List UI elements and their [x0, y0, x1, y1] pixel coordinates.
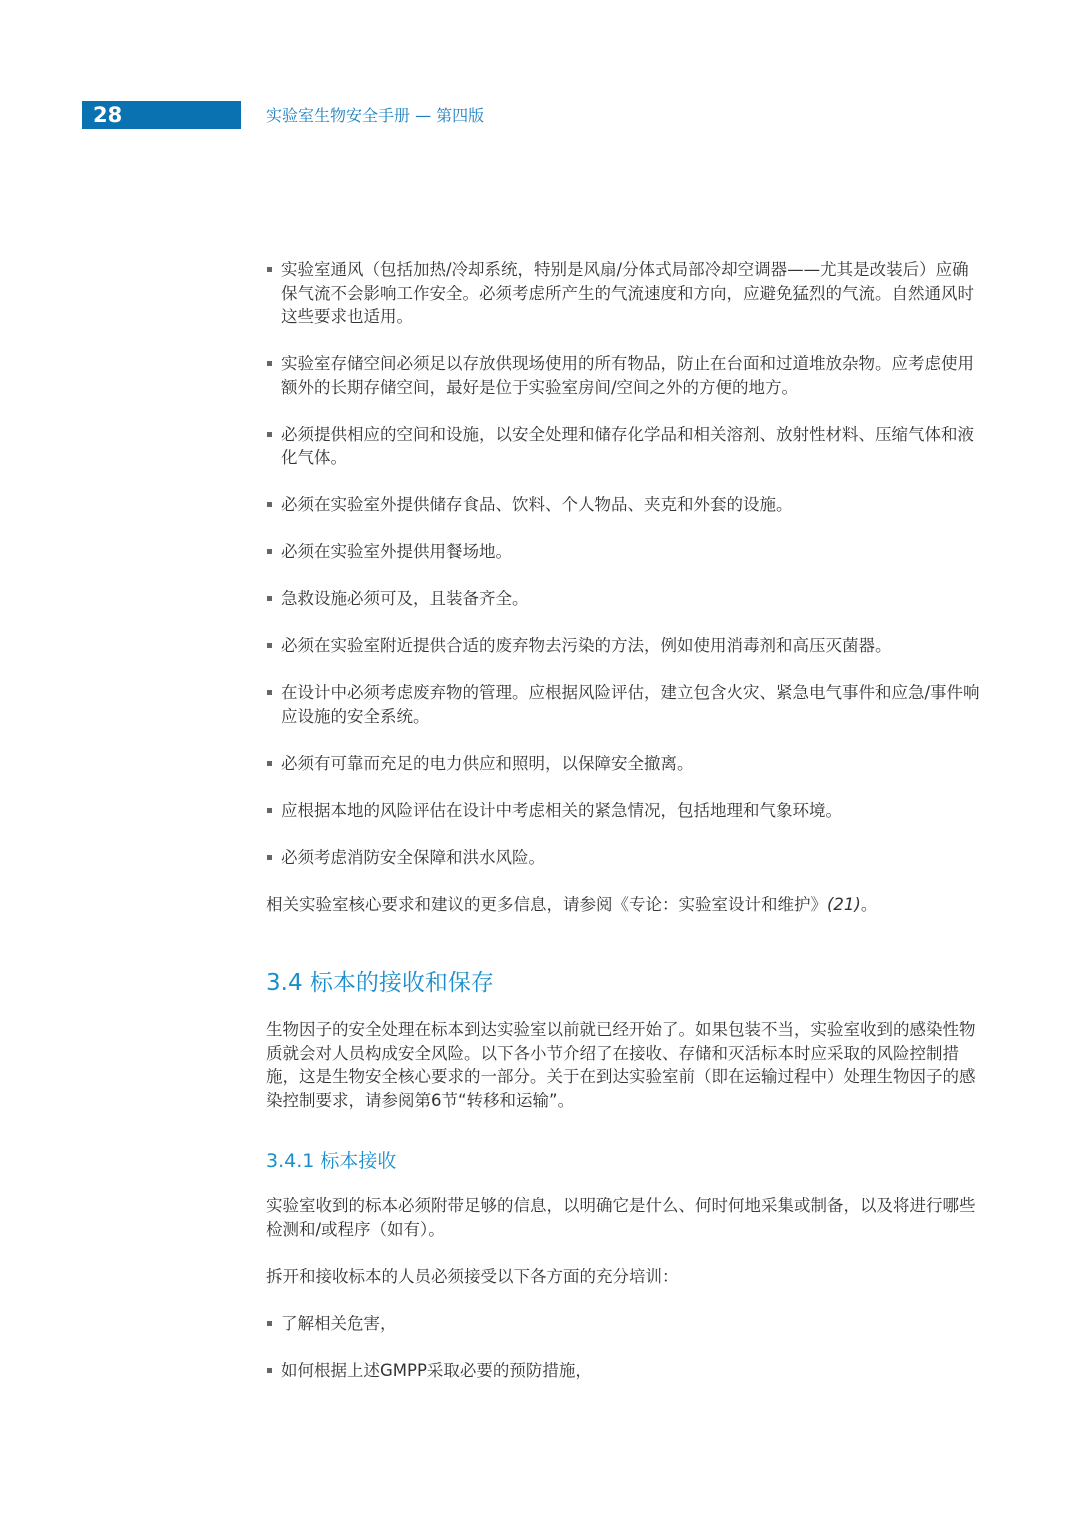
list-item: 在设计中必须考虑废弃物的管理。应根据风险评估，建立包含火灾、紧急电气事件和应急/事件响应设施的安全系统。	[266, 681, 982, 728]
reference-paragraph	[266, 893, 982, 917]
section-heading: 3.4 标本的接收和保存	[266, 970, 494, 996]
list-item: 必须在实验室外提供用餐场地。	[266, 540, 982, 564]
list-item: 必须考虑消防安全保障和洪水风险。	[266, 846, 982, 870]
list-item: 必须在实验室外提供储存食品、饮料、个人物品、夹克和外套的设施。	[266, 493, 982, 517]
list-item: 急救设施必须可及，且装备齐全。	[266, 587, 982, 611]
reference-number: (21)	[827, 894, 861, 914]
list-item: 应根据本地的风险评估在设计中考虑相关的紧急情况，包括地理和气象环境。	[266, 799, 982, 823]
list-item: 必须提供相应的空间和设施，以安全处理和储存化学品和相关溶剂、放射性材料、压缩气体和液化气体。	[266, 423, 982, 470]
list-item: 实验室存储空间必须足以存放供现场使用的所有物品，防止在台面和过道堆放杂物。应考虑使用额外的长期存储空间，最好是位于实验室房间/空间之外的方便的地方。	[266, 352, 982, 399]
subsection-paragraph-1: 实验室收到的标本必须附带足够的信息，以明确它是什么、何时何地采集或制备，以及将进行哪些检测和/或程序（如有）。	[266, 1196, 976, 1239]
list-item: 必须在实验室附近提供合适的废弃物去污染的方法，例如使用消毒剂和高压灭菌器。	[266, 634, 982, 658]
page-number: 28	[93, 103, 123, 127]
training-list	[266, 1312, 982, 1383]
subsection-heading: 3.4.1 标本接收	[266, 1150, 397, 1172]
subsection-paragraph-2: 拆开和接收标本的人员必须接受以下各方面的充分培训：	[266, 1266, 679, 1286]
running-title: 实验室生物安全手册 — 第四版	[266, 106, 485, 125]
reference-text: 相关实验室核心要求和建议的更多信息，请参阅《专论：实验室设计和维护》	[266, 894, 827, 914]
list-item: 实验室通风（包括加热/冷却系统，特别是风扇/分体式局部冷却空调器——尤其是改装后）应确保气流不会影响工作安全。必须考虑所产生的气流速度和方向，应避免猛烈的气流。自然通风时这些要求也适用。	[266, 258, 982, 329]
reference-end: 。	[860, 894, 878, 914]
requirements-list	[266, 258, 982, 869]
page-content	[266, 258, 982, 1406]
list-item: 必须有可靠而充足的电力供应和照明，以保障安全撤离。	[266, 752, 982, 776]
list-item: 了解相关危害，	[266, 1312, 982, 1336]
list-item: 如何根据上述GMPP采取必要的预防措施，	[266, 1359, 982, 1383]
section-intro: 生物因子的安全处理在标本到达实验室以前就已经开始了。如果包装不当，实验室收到的感染性物质就会对人员构成安全风险。以下各小节介绍了在接收、存储和灭活标本时应采取的风险控制措施，这是生物安全核心要求的一部分。关于在到达实验室前（即在运输过程中）处理生物因子的感染控制要求，请参阅第6节“转移和运输”。	[266, 1020, 976, 1110]
